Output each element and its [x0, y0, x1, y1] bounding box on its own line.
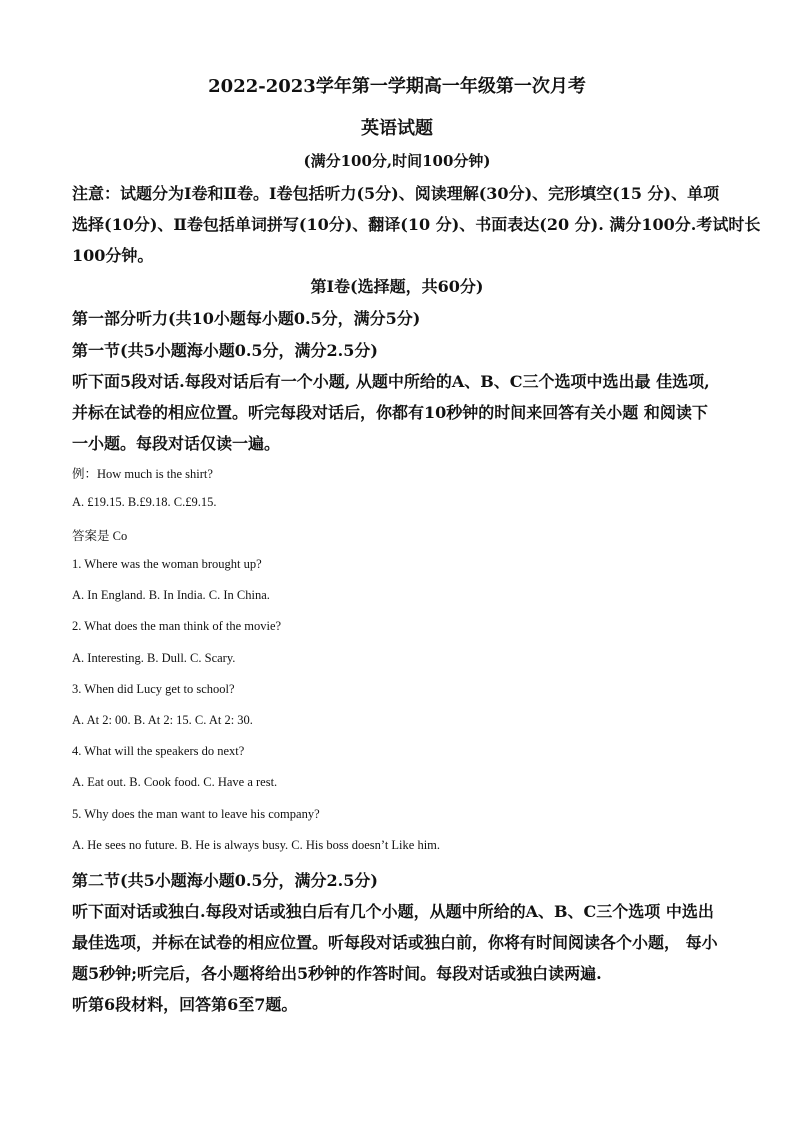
- question-3: 3. When did Lucy get to school?: [72, 682, 235, 696]
- question-2: 2. What does the man think of the movie?: [72, 619, 282, 633]
- question-1: 1. Where was the woman brought up?: [72, 557, 262, 571]
- question-5-options: A. He sees no future. B. He is always busy. C. His boss doesn’t Like him.: [72, 838, 441, 852]
- section2-header: 第二节(共5小题海小题0.5分，满分2.5分): [72, 871, 378, 890]
- example-answer: 答案是 Co: [72, 529, 128, 543]
- question-2-options: A. Interesting. B. Dull. C. Scary.: [72, 651, 236, 665]
- score-time: (满分100分,时间100分钟): [303, 152, 491, 170]
- question-4: 4. What will the speakers do next?: [72, 744, 245, 758]
- section1-instructions-1: 听下面5段对话.每段对话后有一个小题, 从题中所给的A、B、C三个选项中选出最 佳选项,: [72, 372, 710, 391]
- notice-line-1: 注意：试题分为Ⅰ卷和Ⅱ卷。I卷包括听力(5分)、阅读理解(30分)、完形填空(15 分)、单项: [72, 184, 720, 203]
- section1-instructions-2: 并标在试卷的相应位置。听完每段对话后，你都有10秒钟的时间来回答有关小题 和阅读下: [72, 403, 708, 422]
- question-3-options: A. At 2: 00. B. At 2: 15. C. At 2: 30.: [72, 713, 253, 727]
- exam-title: 2022-2023学年第一学期高一年级第一次月考: [208, 76, 586, 97]
- question-4-options: A. Eat out. B. Cook food. C. Have a rest.: [72, 775, 278, 789]
- section2-instructions-3: 题5秒钟;听完后，各小题将给出5秒钟的作答时间。每段对话或独白读两遍.: [72, 964, 602, 983]
- section1-header: 第一节(共5小题海小题0.5分，满分2.5分): [72, 341, 378, 360]
- listen-6-instruction: 听第6段材料，回答第6至7题。: [72, 995, 298, 1014]
- section2-instructions-1: 听下面对话或独白.每段对话或独白后有几个小题，从题中所给的A、B、C三个选项 中选出: [72, 902, 714, 921]
- part1-header: 第一部分听力(共10小题每小题0.5分，满分5分): [72, 309, 421, 328]
- notice-line-2: 选择(10分)、Ⅱ卷包括单词拼写(10分)、翻译(10 分)、书面表达(20 分). 满分100分.考试时长: [72, 215, 761, 234]
- example-options: A. £19.15. B.£9.18. C.£9.15.: [72, 495, 217, 509]
- question-1-options: A. In England. B. In India. C. In China.: [72, 588, 270, 602]
- volume1-header: 第Ⅰ卷(选择题，共60分): [310, 277, 484, 296]
- notice-line-3: 100分钟。: [72, 246, 154, 265]
- example-question: 例：How much is the shirt?: [72, 467, 213, 481]
- section2-instructions-2: 最佳选项，并标在试卷的相应位置。听每段对话或独白前，你将有时间阅读各个小题， 每小: [72, 933, 718, 952]
- section1-instructions-3: 一小题。每段对话仅读一遍。: [72, 434, 281, 453]
- subject-title: 英语试题: [361, 118, 433, 139]
- question-5: 5. Why does the man want to leave his company?: [72, 807, 320, 821]
